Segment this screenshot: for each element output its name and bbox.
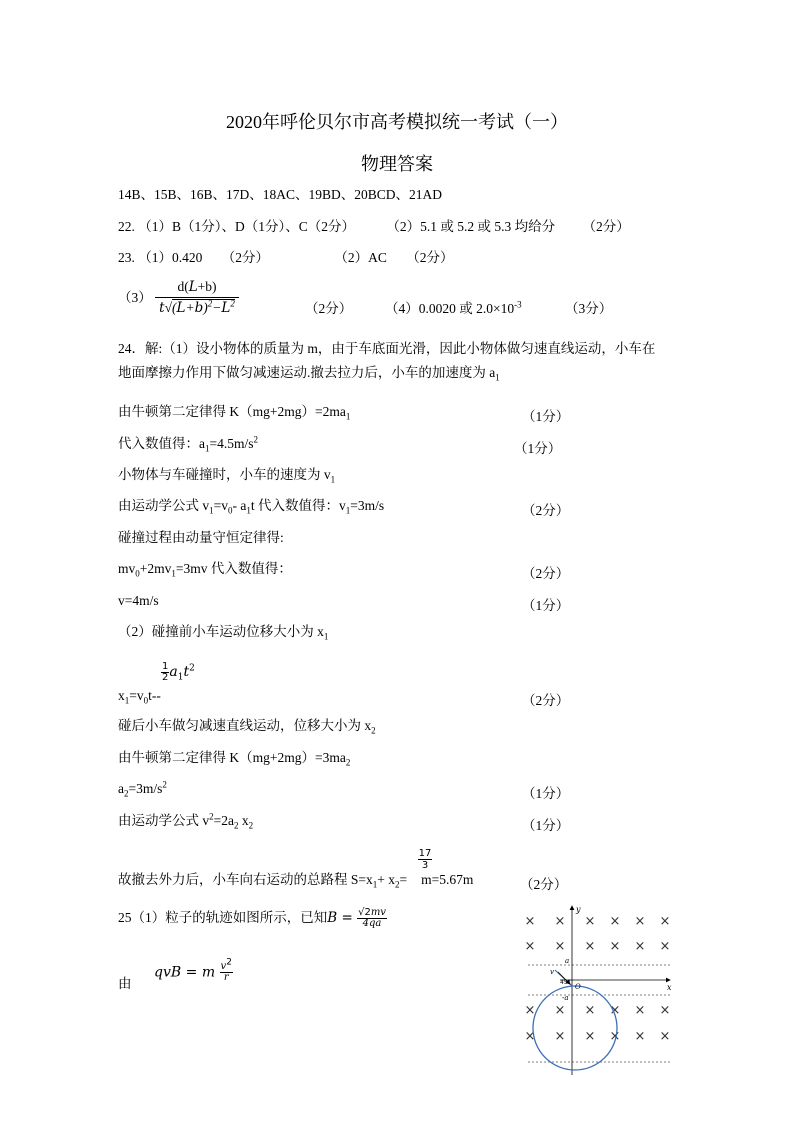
q24-step-6-a: mv (118, 561, 136, 576)
q24-step-8-c: t-- (148, 688, 161, 703)
sub-2: 2 (371, 725, 376, 736)
q23-part4-exp: -3 (514, 299, 522, 310)
field-cross: × (634, 1029, 646, 1044)
qvb-formula: qvB = m $\frac{v^2}{r}$ (154, 957, 232, 983)
half-a-t-squared: $\frac{1}{2}$ $a_1t^2$ (162, 661, 195, 683)
q24-step-2 (118, 434, 258, 454)
sub-2: 2 (345, 757, 351, 768)
q23-part1: 23. （1）0.420 (118, 250, 203, 265)
q23-formula-line (118, 280, 239, 315)
q24-step-11-score: （1分） (522, 786, 570, 801)
q24-step-1 (118, 404, 351, 422)
q22-part1: 22. （1）B（1分）、D（1分）、C（2分） (118, 219, 356, 234)
q24-intro-1: 24．解:（1）设小物体的质量为 m，由于车底面光滑，因此小物体做匀速直线运动，小车在 (118, 341, 656, 356)
q24-step-6-score: （2分） (522, 566, 570, 581)
q24-part2-intro-text: （2）碰撞前小车运动位移大小为 x (118, 624, 324, 639)
b-formula: B = $\frac{√2mv}{4qa}$ (327, 907, 386, 929)
q24-step-1-score: （1分） (522, 409, 570, 424)
field-cross: × (634, 1003, 646, 1018)
sub-0: 0 (135, 568, 140, 579)
q24-step-4-score: （2分） (522, 503, 570, 518)
field-cross: × (634, 914, 646, 929)
q23-score1: （2分） (221, 250, 269, 265)
q23-score4: （3分） (565, 301, 613, 316)
q25-you: 由 (118, 976, 132, 991)
sub-1: 1 (205, 443, 210, 454)
field-cross: × (554, 914, 566, 929)
label-x: x (667, 983, 672, 992)
fraction-numerator: 17 (418, 848, 432, 859)
q24-step-13-d: m=5.67m (421, 872, 474, 887)
q23-part4 (385, 297, 522, 317)
field-cross: × (659, 1029, 671, 1044)
q24-step-3 (118, 467, 336, 485)
q24-part2-intro (118, 624, 329, 642)
q24-step-4-a: 由运动学公式 v (118, 498, 210, 513)
q24-step-8 (118, 688, 161, 706)
q24-step-12 (118, 811, 254, 831)
q24-step-13 (118, 872, 474, 890)
q23-part2: （2）AC (334, 250, 387, 265)
q24-step-6 (118, 561, 292, 579)
field-cross: × (524, 1029, 536, 1044)
q24-step-7-score: （1分） (522, 598, 570, 613)
q24-step-4-d: t 代入数值得：v (250, 498, 346, 513)
sub-1: 1 (345, 505, 351, 516)
q24-step-13-c: = (399, 872, 408, 887)
field-cross: × (609, 914, 621, 929)
label-y: y (576, 905, 581, 914)
q24-step-12-c: x (238, 813, 249, 828)
label-origin: O (575, 983, 581, 991)
sub-0: 0 (143, 695, 149, 706)
q23-score3: （2分） (305, 301, 353, 316)
q24-step-12-a: 由运动学公式 v (118, 813, 210, 828)
sup-2: 2 (253, 434, 258, 445)
q22-score: （2分） (582, 219, 630, 234)
sup-2: 2 (162, 779, 167, 790)
sub-2: 2 (233, 820, 239, 831)
q24-step-5: 碰撞过程由动量守恒定律得: (118, 530, 284, 545)
field-cross: × (609, 1003, 621, 1018)
q24-step-2-score: （1分） (514, 441, 562, 456)
q24-step-11-b: =3m/s (128, 781, 163, 796)
sub-2: 2 (248, 820, 254, 831)
q23-part4-text: （4）0.0020 或 2.0×10 (385, 301, 515, 316)
q24-step-10 (118, 750, 351, 768)
magnetic-field-diagram (520, 900, 680, 1080)
q24-step-12-b: =2a (213, 813, 234, 828)
q24-step-8-score: （2分） (522, 693, 570, 708)
trajectory-circle (533, 986, 617, 1070)
q24-step-11 (118, 779, 167, 799)
sub-1: 1 (345, 411, 351, 422)
field-cross: × (524, 914, 536, 929)
q25-intro (118, 908, 387, 929)
q22-part2: （2）5.1 或 5.2 或 5.3 均给分 (386, 219, 556, 234)
q23-part3-label: （3） (118, 289, 152, 305)
field-cross: × (609, 1029, 621, 1044)
sub-1: 1 (330, 474, 336, 485)
sub-1: 1 (171, 568, 176, 579)
sub-1: 1 (209, 505, 214, 516)
q24-step-13-b: + x (377, 872, 395, 887)
page-title: 2020年呼伦贝尔市高考模拟统一考试（一） (226, 112, 568, 132)
sub-0: 0 (228, 505, 233, 516)
field-cross: × (609, 939, 621, 954)
q24-intro-2 (118, 365, 500, 383)
q24-step-4-c: - a (232, 498, 247, 513)
q24-step-2-b: =4.5m/s (209, 436, 254, 451)
q24-step-8-a: x (118, 688, 125, 703)
q24-step-13-score: （2分） (520, 877, 568, 892)
field-cross: × (584, 939, 596, 954)
q22-line (118, 220, 630, 234)
fraction-denominator: 3 (421, 860, 429, 871)
field-cross: × (554, 939, 566, 954)
q24-step-12-score: （1分） (522, 818, 570, 833)
q24-intro-2-text: 地面摩擦力作用下做匀减速运动.撤去拉力后，小车的加速度为 a (118, 365, 496, 380)
field-cross: × (584, 914, 596, 929)
sub-2: 2 (395, 879, 400, 890)
field-crosses-bottom (525, 1003, 671, 1044)
q24-step-10-text: 由牛顿第二定律得 K（mg+2mg）=3ma (118, 750, 346, 765)
q24-step-2-a: 代入数值得：a (118, 436, 205, 451)
label-neg-a: -a (562, 994, 569, 1002)
field-cross: × (634, 939, 646, 954)
q24-step-6-c: =3mv 代入数值得： (175, 561, 292, 576)
q24-step-1-text: 由牛顿第二定律得 K（mg+2mg）=2ma (118, 404, 346, 419)
q24-step-4-e: =3m/s (350, 498, 385, 513)
field-cross: × (524, 939, 536, 954)
q24-step-13-a: 故撤去外力后，小车向右运动的总路程 S=x (118, 872, 373, 887)
seventeen-thirds-fraction (418, 848, 432, 871)
field-cross: × (659, 1003, 671, 1018)
sub-1: 1 (124, 695, 130, 706)
sub-1: 1 (323, 631, 329, 642)
label-45deg: 45° (560, 979, 571, 986)
q23-formula: $\frac{d(L+b)}{t√(L+b)^2-L^2}$ (155, 280, 239, 315)
q24-step-7: v=4m/s (118, 593, 159, 608)
label-v: v (550, 968, 554, 976)
q24-step-11-a: a (118, 781, 124, 796)
field-cross: × (554, 1003, 566, 1018)
q24-step-6-b: +2mv (139, 561, 172, 576)
sub-1: 1 (372, 879, 378, 890)
field-cross: × (584, 1003, 596, 1018)
field-cross: × (524, 1003, 536, 1018)
sub-1: 1 (246, 505, 251, 516)
sub-1: 1 (495, 372, 500, 383)
sub-2: 2 (124, 788, 129, 799)
one-half-fraction: $\frac{1}{2}$ (162, 661, 169, 683)
q24-step-9 (118, 718, 376, 736)
field-crosses-top (525, 914, 671, 954)
sup-2: 2 (209, 811, 214, 822)
q24-step-3-text: 小物体与车碰撞时，小车的速度为 v (118, 467, 331, 482)
q23-line (118, 251, 454, 265)
field-cross: × (584, 1029, 596, 1044)
field-cross: × (659, 939, 671, 954)
mcq-answers: 14B、15B、16B、17D、18AC、19BD、20BCD、21AD (118, 187, 443, 202)
field-cross: × (659, 914, 671, 929)
q24-step-8-b: =v (129, 688, 144, 703)
q23-score2: （2分） (406, 250, 454, 265)
q24-step-4 (118, 498, 385, 516)
page-subtitle: 物理答案 (361, 154, 433, 174)
q24-step-4-b: =v (213, 498, 228, 513)
field-cross: × (554, 1029, 566, 1044)
q24-step-9-text: 碰后小车做匀减速直线运动，位移大小为 x (118, 718, 372, 733)
q25-intro-text: 25（1）粒子的轨迹如图所示，已知 (118, 910, 328, 925)
label-a: a (565, 957, 570, 965)
